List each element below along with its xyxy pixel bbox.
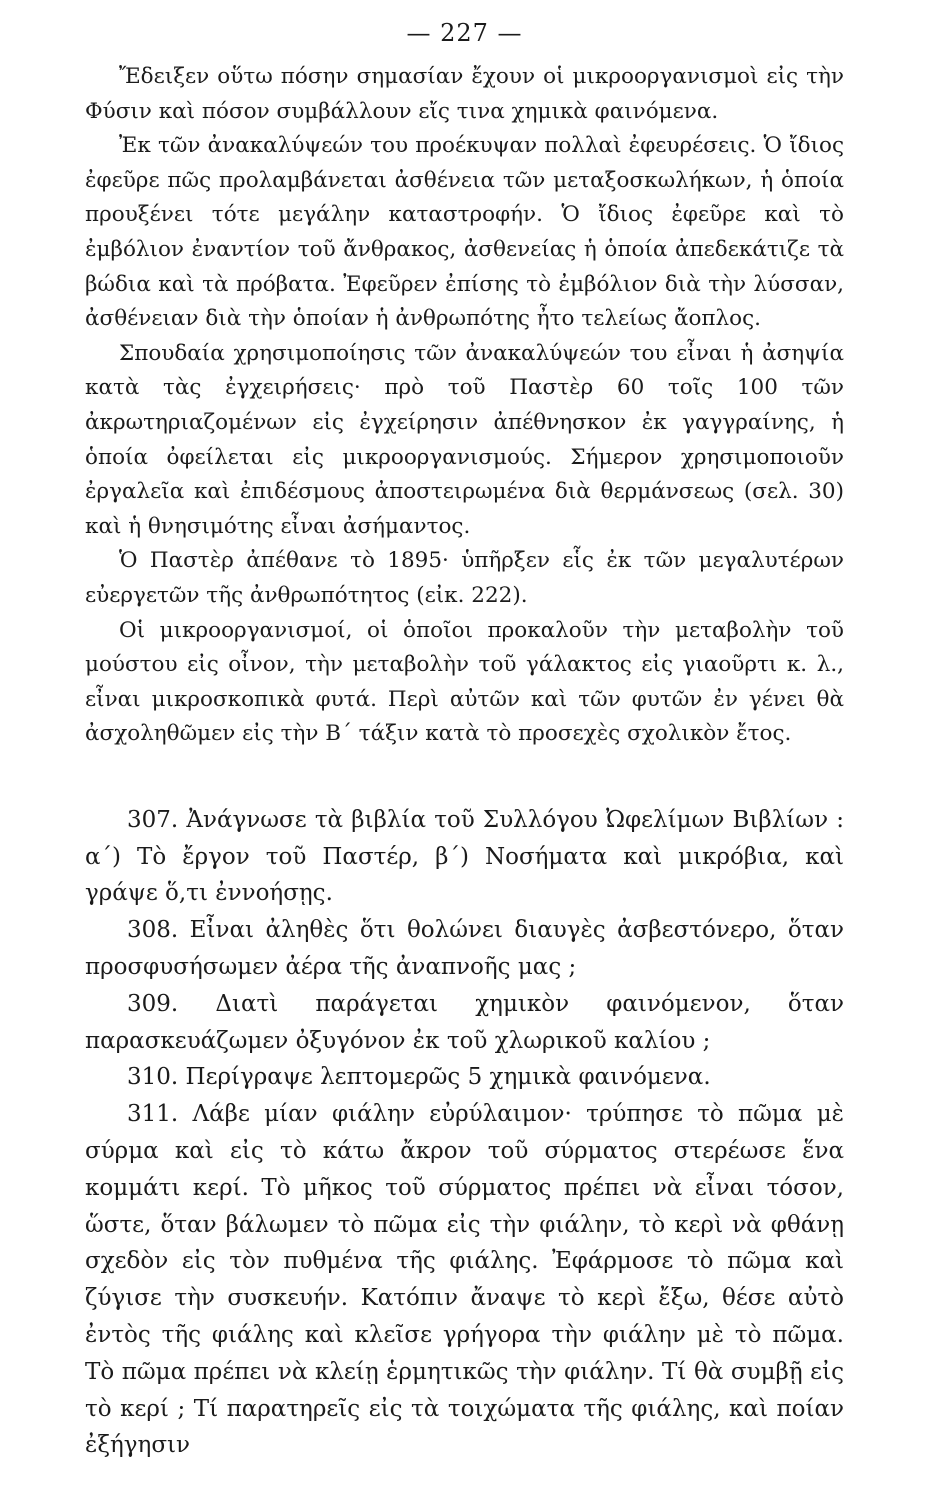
exercises-list <box>85 802 844 1464</box>
exercise-308: 308. Εἶναι ἀληθὲς ὅτι θολώνει διαυγὲς ἀσβεστόνερο, ὅταν προσφυσήσωμεν ἀέρα τῆς ἀναπνοῆς μας ; <box>85 917 844 981</box>
section-gap <box>85 752 844 802</box>
exercise-311: 311. Λάβε μίαν φιάλην εὐρύλαιμον· τρύπησε τὸ πῶμα μὲ σύρμα καὶ εἰς τὸ κάτω ἄκρον τοῦ σύρματος στερέωσε ἕνα κομμάτι κερί. Τὸ μῆκος τοῦ σύρματος πρέπει νὰ εἶναι τόσον, ὥστε, ὅταν βάλωμεν τὸ πῶμα εἰς τὴν φιάλην, τὸ κερὶ νὰ φθάνῃ σχεδὸν εἰς τὸν πυθμένα τῆς φιάλης. Ἐφάρμοσε τὸ πῶμα καὶ ζύγισε τὴν συσκευήν. Κατόπιν ἄναψε τὸ κερὶ ἔξω, θέσε αὐτὸ ἐντὸς τῆς φιάλης καὶ κλεῖσε γρήγορα τὴν φιάλην μὲ τὸ πῶμα. Τὸ πῶμα πρέπει νὰ κλείῃ ἑρμητικῶς τὴν φιάλην. Τί θὰ συμβῇ εἰς τὸ κερί ; Τί παρατηρεῖς εἰς τὰ τοιχώματα τῆς φιάλης, καὶ ποίαν ἐξήγησιν <box>85 1101 844 1459</box>
exercise-310: 310. Περίγραψε λεπτομερῶς 5 χημικὰ φαινόμενα. <box>127 1064 711 1091</box>
paragraph-microscopic-plants: Οἱ μικροοργανισμοί, οἱ ὁποῖοι προκαλοῦν τὴν μεταβολὴν τοῦ μούστου εἰς οἶνον, τὴν μεταβολὴν τοῦ γάλακτος εἰς γιαοῦρτι κ. λ., εἶναι μικροσκοπικὰ φυτά. Περὶ αὐτῶν καὶ τῶν φυτῶν ἐν γένει θὰ ἀσχοληθῶμεν εἰς τὴν Β΄ τάξιν κατὰ τὸ προσεχὲς σχολικὸν ἔτος. <box>85 617 844 747</box>
paragraph-microorganisms-importance: Ἔδειξεν οὕτω πόσην σημασίαν ἔχουν οἱ μικροοργανισμοὶ εἰς τὴν Φύσιν καὶ πόσον συμβάλλουν εἴς τινα χημικὰ φαινόμενα. <box>85 64 844 124</box>
paragraph-asepsis: Σπουδαία χρησιμοποίησις τῶν ἀνακαλύψεών του εἶναι ἡ ἀσηψία κατὰ τὰς ἐγχειρήσεις· πρὸ τοῦ Παστὲρ 60 τοῖς 100 τῶν ἀκρωτηριαζομένων εἰς ἐγχείρησιν ἀπέθνησκον ἐκ γαγγραίνης, ἡ ὁποία ὀφείλεται εἰς μικροοργανισμούς. Σήμερον χρησιμοποιοῦν ἐργαλεῖα καὶ ἐπιδέσμους ἀποστειρωμένα διὰ θερμάνσεως (σελ. 30) καὶ ἡ θνησιμότης εἶναι ἀσήμαντος. <box>85 340 844 539</box>
exercise-309: 309. Διατὶ παράγεται χημικὸν φαινόμενον, ὅταν παρασκευάζωμεν ὀξυγόνον ἐκ τοῦ χλωρικοῦ καλίου ; <box>85 990 844 1054</box>
exercise-307: 307. Ἀνάγνωσε τὰ βιβλία τοῦ Συλλόγου Ὠφελίμων Βιβλίων : α΄) Τὸ ἔργον τοῦ Παστέρ, β΄) Νοσήματα καὶ μικρόβια, καὶ γράψε ὅ,τι ἐννοήσῃς. <box>85 806 844 907</box>
paragraph-inventions: Ἐκ τῶν ἀνακαλύψεών του προέκυψαν πολλαὶ ἐφευρέσεις. Ὁ ἴδιος ἐφεῦρε πῶς προλαμβάνεται ἀσθένεια τῶν μεταξοσκωλήκων, ἡ ὁποία προυξένει τότε μεγάλην καταστροφήν. Ὁ ἴδιος ἐφεῦρε καὶ τὸ ἐμβόλιον ἐναντίον τοῦ ἄνθρακος, ἀσθενείας ἡ ὁποία ἀπεδεκάτιζε τὰ βώδια καὶ τὰ πρόβατα. Ἐφεῦρεν ἐπίσης τὸ ἐμβόλιον διὰ τὴν λύσσαν, ἀσθένειαν διὰ τὴν ὁποίαν ἡ ἀνθρωπότης ἦτο τελείως ἄοπλος. <box>85 133 844 332</box>
paragraph-pasteur-death: Ὁ Παστὲρ ἀπέθανε τὸ 1895· ὑπῆρξεν εἷς ἐκ τῶν μεγαλυτέρων εὐεργετῶν τῆς ἀνθρωπότητος (εἰκ. 222). <box>85 548 844 608</box>
main-text <box>85 60 844 752</box>
page-number: — 227 — <box>406 19 523 47</box>
